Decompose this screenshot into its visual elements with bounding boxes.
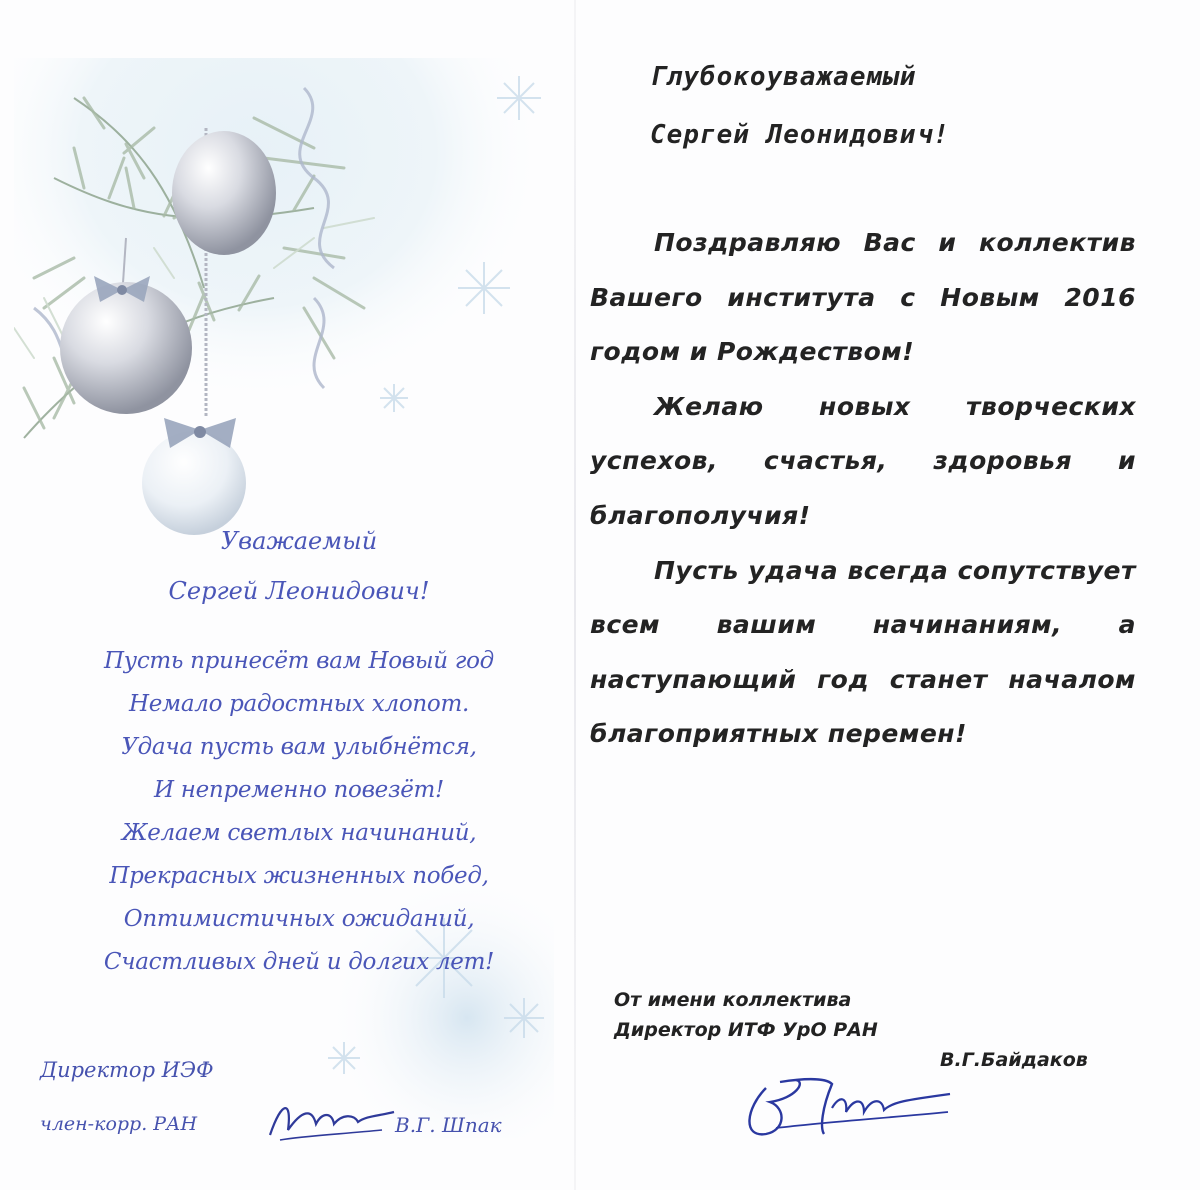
poem-verse <box>54 640 544 984</box>
poem-line: И непременно повезёт! <box>154 777 444 803</box>
poem-line: Счастливых дней и долгих лет! <box>103 949 495 975</box>
card-signer-rank: член-корр. РАН <box>40 1113 198 1135</box>
letter-paragraph-luck: Пусть удача всегда сопутствует всем вашим начинаниям, а наступающий год станет началом благоприятных перемен! <box>590 555 1136 749</box>
poem-line: Немало радостных хлопот. <box>128 691 469 717</box>
poem-line: Прекрасных жизненных побед, <box>109 863 489 889</box>
letter-body <box>590 216 1136 762</box>
salutation-line2: Сергей Леонидович! <box>650 120 950 150</box>
card-signer-name: В.Г. Шпак <box>395 1113 502 1137</box>
salutation-line1: Глубокоуважаемый <box>650 62 917 92</box>
letter-paragraph-wishes: Желаю новых творческих успехов, счастья, здоровья и благополучия! <box>590 391 1136 530</box>
left-card-panel <box>14 58 554 1168</box>
poem-line: Пусть принесёт вам Новый год <box>104 648 494 674</box>
card-fold-line <box>574 0 576 1190</box>
letter-paragraph-congratulations: Поздравляю Вас и коллектив Вашего института с Новым 2016 годом и Рождеством! <box>590 228 1136 367</box>
letter-salutation <box>650 48 1100 164</box>
handwritten-signature-baidakov <box>736 1068 956 1148</box>
poem-line: Удача пусть вам улыбнётся, <box>121 734 477 760</box>
card-poem-block <box>54 526 544 984</box>
poem-line: Оптимистичных ожиданий, <box>123 906 475 932</box>
poem-line: Желаем светлых начинаний, <box>121 820 477 846</box>
letter-signer-name: В.Г.Байдаков <box>940 1049 1088 1071</box>
card-greeting-line2: Сергей Леонидович! <box>168 577 430 605</box>
card-signer-title: Директор ИЭФ <box>40 1058 214 1082</box>
handwritten-signature-shpak <box>262 1090 402 1150</box>
letter-from-line: От имени коллектива <box>614 989 852 1011</box>
card-greeting-line1: Уважаемый <box>220 527 378 555</box>
letter-position-line: Директор ИТФ УрО РАН <box>614 1019 878 1041</box>
